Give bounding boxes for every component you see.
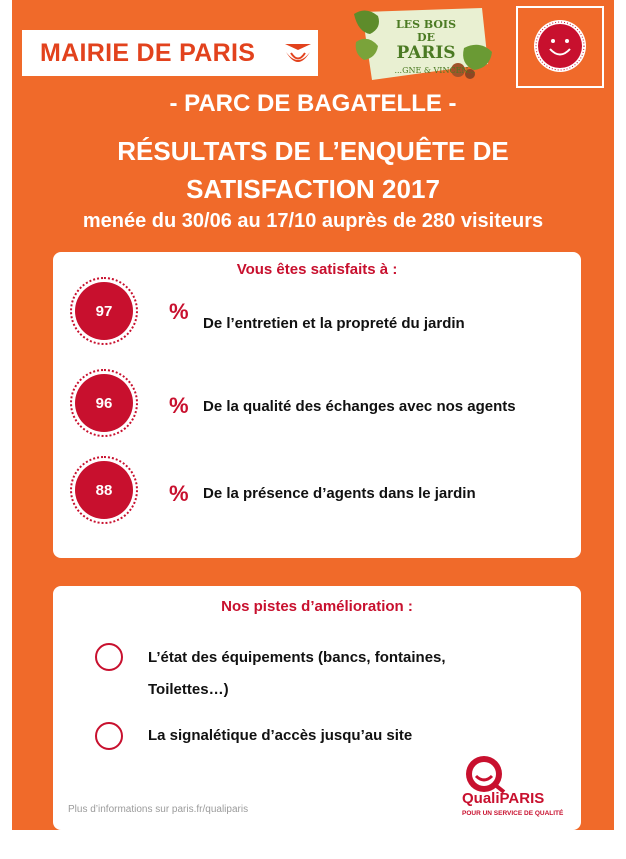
bois-de-paris-logo-text [386,18,466,62]
survey-subtitle: menée du 30/06 au 17/10 auprès de 280 visiteurs [82,210,544,232]
improvement-item-line1: L’état des équipements (bancs, fontaines, [148,649,446,666]
improvement-heading: Nos pistes d’amélioration : [221,598,413,615]
improvement-bullet-icon [95,643,123,671]
footer-info-link[interactable]: Plus d’informations sur paris.fr/qualiparis [68,804,249,815]
stat-label-entretien: De l’entretien et la propreté du jardin [203,315,465,332]
smiley-box [516,6,604,88]
qualiparis-tagline: POUR UN SERVICE DE QUALITÉ [462,810,564,817]
qualiparis-name: QualiPARIS [462,790,545,807]
bois-logo-line1: LES BOIS DE [395,18,457,44]
improvement-item-equipements [148,642,446,706]
survey-title [12,132,614,208]
stat-value-97: 97 [75,282,133,340]
improvement-bullet-icon [95,722,123,750]
mairie-emblem-icon [282,36,314,70]
bois-logo-line3: ...GNE & VINCEN... [394,66,476,75]
mairie-de-paris-logo-text: MAIRIE DE PARIS [40,39,256,67]
satisfaction-card [53,252,581,558]
bois-logo-line2: PARIS [396,43,456,63]
satisfaction-heading: Vous êtes satisfaits à : [236,261,398,278]
improvement-item-signaletique: La signalétique d’accès jusqu’au site [148,727,413,744]
percent-sign: % [169,299,189,324]
percent-sign: % [169,393,189,418]
stat-label-echanges: De la qualité des échanges avec nos agents [203,398,516,415]
survey-title-line1: RÉSULTATS DE L’ENQUÊTE DE [117,136,509,166]
smiley-icon [518,8,602,86]
survey-title-line2: SATISFACTION 2017 [186,174,440,204]
stat-value-96: 96 [75,374,133,432]
stat-label-presence: De la présence d’agents dans le jardin [203,485,476,502]
improvement-item-line2: Toilettes…) [148,681,229,698]
park-title: - PARC DE BAGATELLE - [169,90,457,117]
stat-value-88: 88 [75,461,133,519]
percent-sign: % [169,481,189,506]
